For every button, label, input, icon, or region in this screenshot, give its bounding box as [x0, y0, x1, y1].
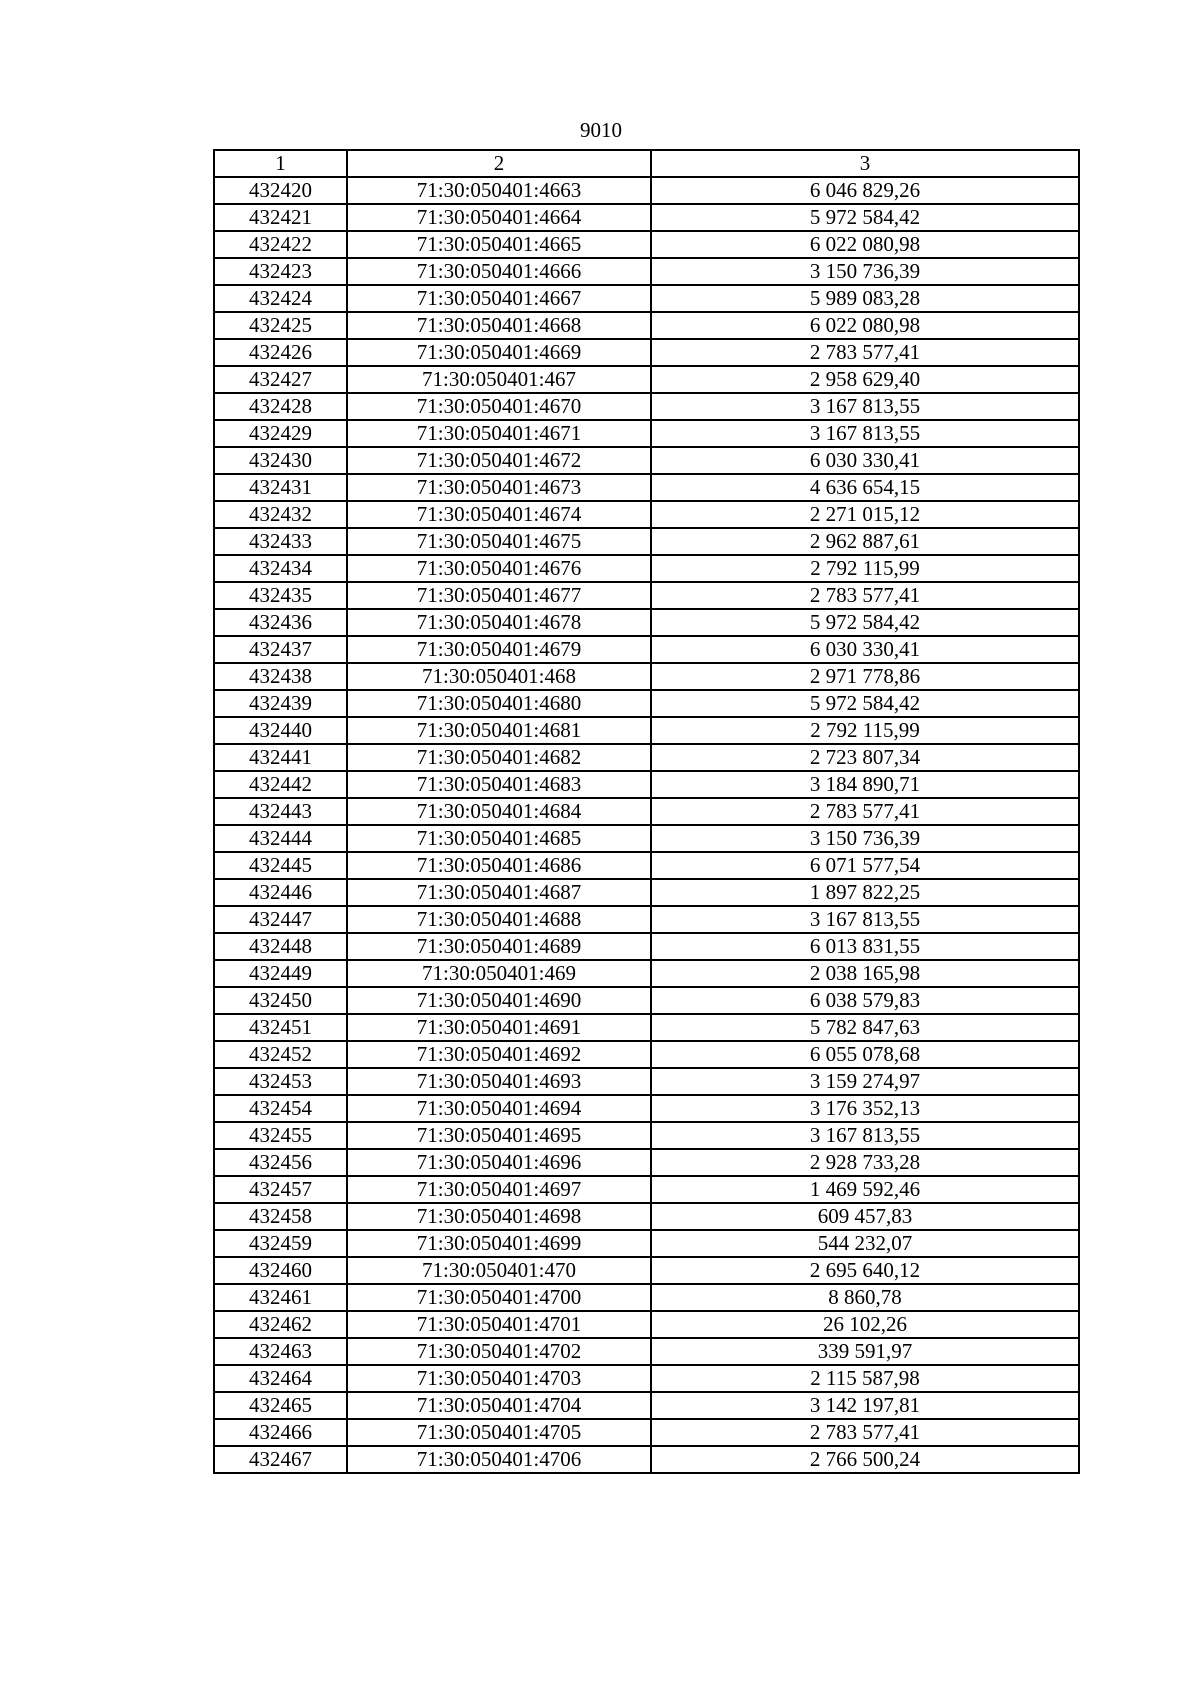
row-number-cell: 432439 [214, 690, 347, 717]
value-cell: 339 591,97 [651, 1338, 1079, 1365]
table-row [214, 474, 1079, 501]
value-cell: 3 167 813,55 [651, 1122, 1079, 1149]
value-cell: 6 030 330,41 [651, 636, 1079, 663]
row-number-cell: 432422 [214, 231, 347, 258]
row-number-cell: 432426 [214, 339, 347, 366]
table-row [214, 744, 1079, 771]
value-cell: 3 167 813,55 [651, 420, 1079, 447]
cadastral-number-cell: 71:30:050401:4701 [347, 1311, 651, 1338]
value-cell: 3 150 736,39 [651, 258, 1079, 285]
value-cell: 6 055 078,68 [651, 1041, 1079, 1068]
cadastral-number-cell: 71:30:050401:4667 [347, 285, 651, 312]
value-cell: 3 150 736,39 [651, 825, 1079, 852]
cadastral-number-cell: 71:30:050401:4700 [347, 1284, 651, 1311]
cadastral-number-cell: 71:30:050401:4683 [347, 771, 651, 798]
cadastral-number-cell: 71:30:050401:4692 [347, 1041, 651, 1068]
value-cell: 2 792 115,99 [651, 717, 1079, 744]
cadastral-number-cell: 71:30:050401:4695 [347, 1122, 651, 1149]
value-cell: 2 271 015,12 [651, 501, 1079, 528]
row-number-cell: 432466 [214, 1419, 347, 1446]
value-cell: 2 115 587,98 [651, 1365, 1079, 1392]
value-cell: 6 071 577,54 [651, 852, 1079, 879]
cadastral-number-cell: 71:30:050401:4684 [347, 798, 651, 825]
cadastral-number-cell: 71:30:050401:4706 [347, 1446, 651, 1473]
cadastral-number-cell: 71:30:050401:4670 [347, 393, 651, 420]
row-number-cell: 432459 [214, 1230, 347, 1257]
cadastral-number-cell: 71:30:050401:467 [347, 366, 651, 393]
cadastral-number-cell: 71:30:050401:4685 [347, 825, 651, 852]
table-row [214, 1230, 1079, 1257]
table-row [214, 312, 1079, 339]
row-number-cell: 432464 [214, 1365, 347, 1392]
table-row [214, 1311, 1079, 1338]
row-number-cell: 432460 [214, 1257, 347, 1284]
cadastral-number-cell: 71:30:050401:4682 [347, 744, 651, 771]
table-row [214, 825, 1079, 852]
cadastral-number-cell: 71:30:050401:4664 [347, 204, 651, 231]
row-number-cell: 432420 [214, 177, 347, 204]
value-cell: 3 176 352,13 [651, 1095, 1079, 1122]
cadastral-number-cell: 71:30:050401:4705 [347, 1419, 651, 1446]
table-row [214, 528, 1079, 555]
table-row [214, 420, 1079, 447]
value-cell: 3 142 197,81 [651, 1392, 1079, 1419]
cadastral-number-cell: 71:30:050401:4686 [347, 852, 651, 879]
cadastral-number-cell: 71:30:050401:469 [347, 960, 651, 987]
row-number-cell: 432429 [214, 420, 347, 447]
cadastral-number-cell: 71:30:050401:4694 [347, 1095, 651, 1122]
row-number-cell: 432458 [214, 1203, 347, 1230]
table-row [214, 798, 1079, 825]
row-number-cell: 432463 [214, 1338, 347, 1365]
row-number-cell: 432453 [214, 1068, 347, 1095]
table-row [214, 1068, 1079, 1095]
row-number-cell: 432455 [214, 1122, 347, 1149]
value-cell: 6 046 829,26 [651, 177, 1079, 204]
row-number-cell: 432442 [214, 771, 347, 798]
table-row [214, 960, 1079, 987]
cadastral-number-cell: 71:30:050401:4699 [347, 1230, 651, 1257]
cadastral-number-cell: 71:30:050401:4672 [347, 447, 651, 474]
table-row [214, 1203, 1079, 1230]
row-number-cell: 432428 [214, 393, 347, 420]
row-number-cell: 432446 [214, 879, 347, 906]
value-cell: 2 783 577,41 [651, 582, 1079, 609]
table-row [214, 1284, 1079, 1311]
cadastral-number-cell: 71:30:050401:4704 [347, 1392, 651, 1419]
table-row [214, 636, 1079, 663]
table-body [214, 150, 1079, 1473]
table-row [214, 204, 1079, 231]
row-number-cell: 432451 [214, 1014, 347, 1041]
table-row [214, 609, 1079, 636]
row-number-cell: 432461 [214, 1284, 347, 1311]
value-cell: 26 102,26 [651, 1311, 1079, 1338]
row-number-cell: 432434 [214, 555, 347, 582]
row-number-cell: 432452 [214, 1041, 347, 1068]
table-row [214, 1419, 1079, 1446]
value-cell: 2 792 115,99 [651, 555, 1079, 582]
cadastral-number-cell: 71:30:050401:4665 [347, 231, 651, 258]
row-number-cell: 432445 [214, 852, 347, 879]
table-row [214, 663, 1079, 690]
table-row [214, 177, 1079, 204]
row-number-cell: 432467 [214, 1446, 347, 1473]
table-row [214, 1365, 1079, 1392]
cadastral-number-cell: 71:30:050401:4698 [347, 1203, 651, 1230]
table-row [214, 933, 1079, 960]
value-cell: 5 972 584,42 [651, 609, 1079, 636]
row-number-cell: 432424 [214, 285, 347, 312]
value-cell: 3 167 813,55 [651, 906, 1079, 933]
value-cell: 609 457,83 [651, 1203, 1079, 1230]
value-cell: 2 783 577,41 [651, 339, 1079, 366]
value-cell: 5 972 584,42 [651, 204, 1079, 231]
value-cell: 1 897 822,25 [651, 879, 1079, 906]
table-row [214, 1257, 1079, 1284]
row-number-cell: 432427 [214, 366, 347, 393]
value-cell: 2 962 887,61 [651, 528, 1079, 555]
cadastral-number-cell: 71:30:050401:4693 [347, 1068, 651, 1095]
table-row [214, 366, 1079, 393]
row-number-cell: 432425 [214, 312, 347, 339]
cadastral-number-cell: 71:30:050401:4677 [347, 582, 651, 609]
cadastral-number-cell: 71:30:050401:4689 [347, 933, 651, 960]
value-cell: 2 695 640,12 [651, 1257, 1079, 1284]
row-number-cell: 432454 [214, 1095, 347, 1122]
table-row [214, 501, 1079, 528]
row-number-cell: 432437 [214, 636, 347, 663]
cadastral-number-cell: 71:30:050401:4703 [347, 1365, 651, 1392]
value-cell: 2 723 807,34 [651, 744, 1079, 771]
cadastral-number-cell: 71:30:050401:4696 [347, 1149, 651, 1176]
row-number-cell: 432465 [214, 1392, 347, 1419]
row-number-cell: 432450 [214, 987, 347, 1014]
row-number-cell: 432443 [214, 798, 347, 825]
table-row [214, 1122, 1079, 1149]
row-number-cell: 432448 [214, 933, 347, 960]
row-number-cell: 432431 [214, 474, 347, 501]
row-number-cell: 432430 [214, 447, 347, 474]
value-cell: 2 783 577,41 [651, 1419, 1079, 1446]
cadastral-number-cell: 71:30:050401:4675 [347, 528, 651, 555]
value-cell: 6 022 080,98 [651, 231, 1079, 258]
value-cell: 2 783 577,41 [651, 798, 1079, 825]
table-row [214, 1149, 1079, 1176]
table-row [214, 1392, 1079, 1419]
cadastral-number-cell: 71:30:050401:4697 [347, 1176, 651, 1203]
table-row [214, 1338, 1079, 1365]
value-cell: 5 972 584,42 [651, 690, 1079, 717]
value-cell: 3 184 890,71 [651, 771, 1079, 798]
value-cell: 1 469 592,46 [651, 1176, 1079, 1203]
table-row [214, 690, 1079, 717]
row-number-cell: 432456 [214, 1149, 347, 1176]
cadastral-number-cell: 71:30:050401:4688 [347, 906, 651, 933]
cadastral-number-cell: 71:30:050401:4669 [347, 339, 651, 366]
value-cell: 5 782 847,63 [651, 1014, 1079, 1041]
row-number-cell: 432462 [214, 1311, 347, 1338]
table-row [214, 852, 1079, 879]
table-row [214, 285, 1079, 312]
table-row [214, 987, 1079, 1014]
value-cell: 6 013 831,55 [651, 933, 1079, 960]
value-cell: 5 989 083,28 [651, 285, 1079, 312]
row-number-cell: 432441 [214, 744, 347, 771]
table-row [214, 231, 1079, 258]
value-cell: 3 159 274,97 [651, 1068, 1079, 1095]
table-row [214, 393, 1079, 420]
table-row [214, 879, 1079, 906]
row-number-cell: 432444 [214, 825, 347, 852]
row-number-cell: 432447 [214, 906, 347, 933]
column-header: 2 [347, 150, 651, 177]
value-cell: 2 928 733,28 [651, 1149, 1079, 1176]
row-number-cell: 432440 [214, 717, 347, 744]
cadastral-number-cell: 71:30:050401:4668 [347, 312, 651, 339]
table-row [214, 1446, 1079, 1473]
row-number-cell: 432421 [214, 204, 347, 231]
cadastral-number-cell: 71:30:050401:4679 [347, 636, 651, 663]
cadastral-number-cell: 71:30:050401:4663 [347, 177, 651, 204]
table-row [214, 1176, 1079, 1203]
cadastral-number-cell: 71:30:050401:4681 [347, 717, 651, 744]
value-cell: 3 167 813,55 [651, 393, 1079, 420]
row-number-cell: 432423 [214, 258, 347, 285]
row-number-cell: 432449 [214, 960, 347, 987]
cadastral-number-cell: 71:30:050401:4678 [347, 609, 651, 636]
cadastral-number-cell: 71:30:050401:4673 [347, 474, 651, 501]
row-number-cell: 432433 [214, 528, 347, 555]
table-header-row [214, 150, 1079, 177]
value-cell: 2 971 778,86 [651, 663, 1079, 690]
cadastral-number-cell: 71:30:050401:4674 [347, 501, 651, 528]
cadastral-number-cell: 71:30:050401:4666 [347, 258, 651, 285]
row-number-cell: 432457 [214, 1176, 347, 1203]
value-cell: 8 860,78 [651, 1284, 1079, 1311]
table-row [214, 582, 1079, 609]
row-number-cell: 432436 [214, 609, 347, 636]
table-row [214, 1041, 1079, 1068]
cadastral-number-cell: 71:30:050401:4680 [347, 690, 651, 717]
value-cell: 2 766 500,24 [651, 1446, 1079, 1473]
page-number: 9010 [580, 118, 622, 142]
cadastral-number-cell: 71:30:050401:4671 [347, 420, 651, 447]
table-row [214, 717, 1079, 744]
value-cell: 544 232,07 [651, 1230, 1079, 1257]
value-cell: 4 636 654,15 [651, 474, 1079, 501]
table-row [214, 1014, 1079, 1041]
row-number-cell: 432432 [214, 501, 347, 528]
table-row [214, 906, 1079, 933]
table-row [214, 339, 1079, 366]
column-header: 1 [214, 150, 347, 177]
value-cell: 2 958 629,40 [651, 366, 1079, 393]
row-number-cell: 432438 [214, 663, 347, 690]
value-cell: 6 030 330,41 [651, 447, 1079, 474]
cadastral-number-cell: 71:30:050401:4691 [347, 1014, 651, 1041]
table-row [214, 1095, 1079, 1122]
cadastral-number-cell: 71:30:050401:4690 [347, 987, 651, 1014]
cadastral-number-cell: 71:30:050401:4687 [347, 879, 651, 906]
data-table [213, 149, 1080, 1474]
cadastral-number-cell: 71:30:050401:4702 [347, 1338, 651, 1365]
column-header: 3 [651, 150, 1079, 177]
table-row [214, 771, 1079, 798]
table-row [214, 447, 1079, 474]
value-cell: 2 038 165,98 [651, 960, 1079, 987]
value-cell: 6 038 579,83 [651, 987, 1079, 1014]
cadastral-number-cell: 71:30:050401:470 [347, 1257, 651, 1284]
cadastral-number-cell: 71:30:050401:468 [347, 663, 651, 690]
table-row [214, 258, 1079, 285]
table-row [214, 555, 1079, 582]
value-cell: 6 022 080,98 [651, 312, 1079, 339]
cadastral-number-cell: 71:30:050401:4676 [347, 555, 651, 582]
row-number-cell: 432435 [214, 582, 347, 609]
